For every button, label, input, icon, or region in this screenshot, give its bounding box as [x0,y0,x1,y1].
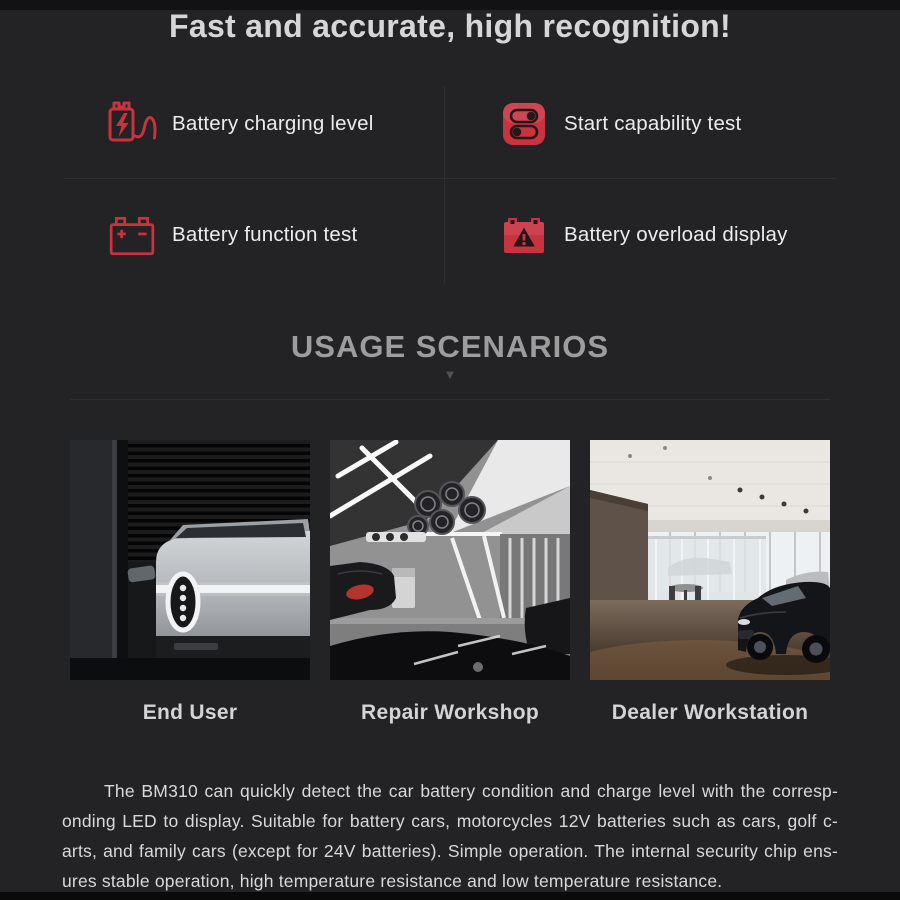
feature-start-capability [492,90,741,158]
battery-charging-icon [100,93,164,155]
vertical-divider [444,86,445,284]
description-line: ures stable operation, high temperature resistance and low temperature resistance. [62,871,723,891]
scenario-end-user [70,440,310,725]
horizontal-divider [64,178,836,179]
scenario-label: End User [142,701,238,724]
repair-workshop-photo [330,440,570,680]
description-line: arts, and family cars (except for 24V batteries). Simple operation. The internal security chip ens- [62,841,838,861]
feature-battery-charging [100,90,374,158]
bottom-bar [0,892,900,900]
feature-label: Start capability test [564,112,742,135]
feature-battery-function [100,201,357,269]
battery-warning-icon [492,211,556,259]
scenarios-row [0,440,900,740]
dealer-workstation-photo [590,440,830,680]
chevron-down-icon: ▼ [443,367,457,382]
feature-label: Battery overload display [564,223,788,246]
feature-label: Battery function test [172,223,358,246]
feature-label: Battery charging level [172,112,374,135]
section-divider [70,399,830,400]
scenario-dealer-workstation [590,440,830,725]
description-line: onding LED to display. Suitable for battery cars, motorcycles 12V batteries such as cars, golf c- [62,811,838,831]
scenario-label: Repair Workshop [361,701,539,724]
page-title: Fast and accurate, high recognition! [169,8,731,44]
description-line: The BM310 can quickly detect the car battery condition and charge level with the corresp- [104,781,838,801]
end-user-photo [70,440,310,680]
scenario-repair-workshop [330,440,570,725]
usage-scenarios-title: USAGE SCENARIOS [290,329,610,364]
feature-battery-overload [492,201,788,269]
product-description [62,776,838,896]
car-battery-icon [100,210,164,260]
toggle-switches-icon [492,100,556,148]
scenario-label: Dealer Workstation [611,701,809,724]
